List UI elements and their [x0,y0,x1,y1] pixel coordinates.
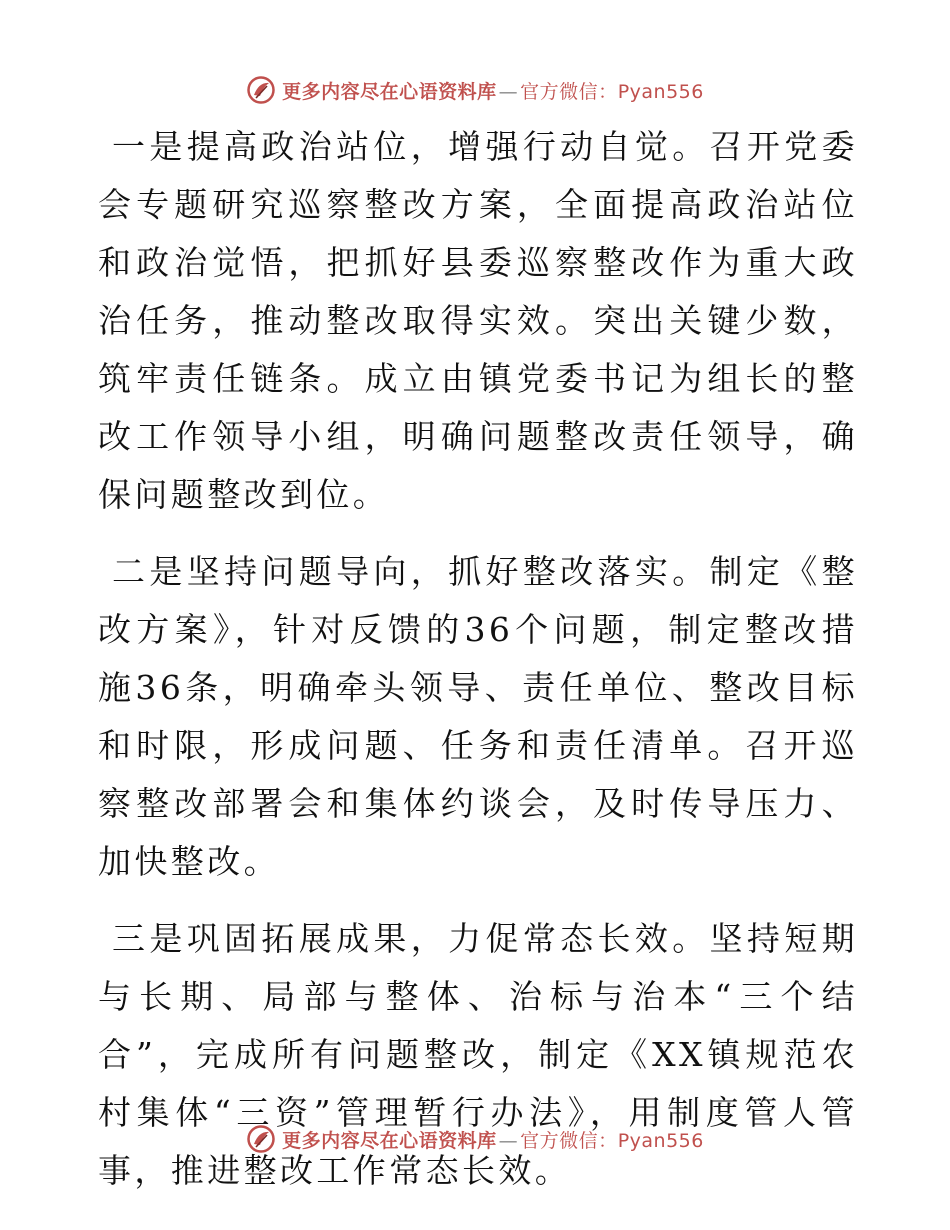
footer-banner [0,1119,950,1159]
header-banner-main: 更多内容尽在心语资料库 [282,80,497,103]
header-banner-text [282,77,704,104]
header-banner [0,70,950,110]
footer-banner-text [282,1126,704,1153]
footer-banner-wechat-id: Pyan556 [617,1129,704,1152]
header-banner-wechat-id: Pyan556 [617,80,704,103]
header-banner-separator: — [498,80,519,103]
header-banner-wechat-label: 官方微信： [520,80,618,103]
document-body [98,118,858,1219]
logo-icon [246,75,276,105]
footer-banner-wechat-label: 官方微信： [520,1129,618,1152]
logo-icon [246,1124,276,1154]
paragraph-1: 一是提高政治站位，增强行动自觉。召开党委会专题研究巡察整改方案，全面提高政治站位和政治觉悟，把抓好县委巡察整改作为重大政治任务，推动整改取得实效。突出关键少数，筑牢责任链条。成立由镇党委书记为组长的整改工作领导小组，明确问题整改责任领导，确保问题整改到位。 [98,127,858,514]
paragraph-2: 二是坚持问题导向，抓好整改落实。制定《整改方案》，针对反馈的36个问题，制定整改措施36条，明确牵头领导、责任单位、整改目标和时限，形成问题、任务和责任清单。召开巡察整改部署会和集体约谈会，及时传导压力、加快整改。 [98,552,858,881]
footer-banner-separator: — [498,1129,519,1152]
paragraph-3: 三是巩固拓展成果，力促常态长效。坚持短期与长期、局部与整体、治标与治本“三个结合”，完成所有问题整改，制定《XX镇规范农村集体“三资”管理暂行办法》，用制度管人管事，推进整改工作常态长效。 [98,919,858,1190]
footer-banner-main: 更多内容尽在心语资料库 [282,1129,497,1152]
